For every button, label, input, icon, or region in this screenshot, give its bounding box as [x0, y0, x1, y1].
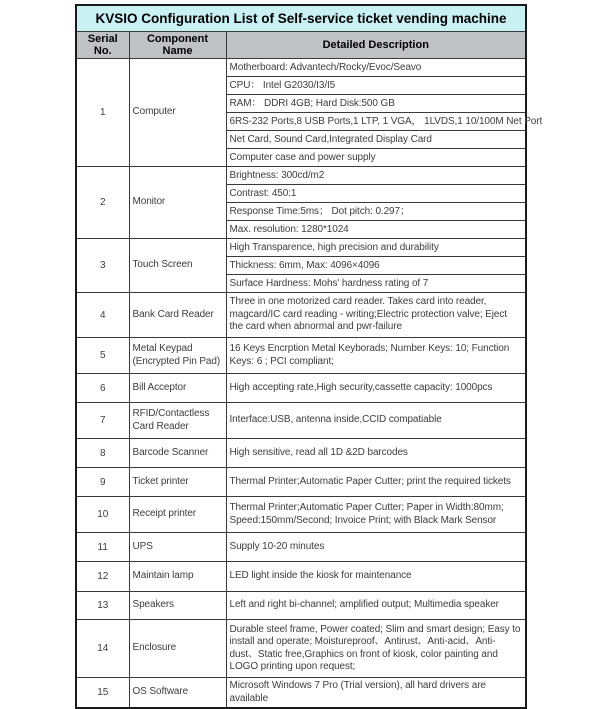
- table-row: [76, 592, 526, 620]
- description-cell: RAM： DDRI 4GB; Hard Disk:500 GB: [226, 95, 526, 113]
- serial-cell: 6: [76, 374, 129, 403]
- description-cell: Supply 10-20 minutes: [226, 533, 526, 562]
- serial-cell: 5: [76, 338, 129, 374]
- component-name-cell: Ticket printer: [129, 468, 226, 497]
- table-body: [76, 59, 543, 709]
- description-cell: Brightness: 300cd/m2: [226, 167, 526, 185]
- title-row: [76, 5, 526, 32]
- table-row: [76, 374, 526, 403]
- serial-cell: 12: [76, 562, 129, 592]
- description-cell: Contrast: 450:1: [226, 185, 526, 203]
- description-cell: Microsoft Windows 7 Pro (Trial version), all hard drivers are available: [226, 678, 526, 709]
- table-row: [76, 293, 526, 338]
- table-row: [76, 59, 526, 77]
- table-row: [76, 167, 526, 185]
- component-name-cell: Metal Keypad (Encrypted Pin Pad): [129, 338, 226, 374]
- table-row: [76, 439, 526, 468]
- col-header-detailed-description: Detailed Description: [226, 32, 526, 59]
- table-row: [76, 403, 526, 439]
- description-cell: Max. resolution: 1280*1024: [226, 221, 526, 239]
- table-row: [76, 338, 526, 374]
- description-cell: Motherboard: Advantech/Rocky/Evoc/Seavo: [226, 59, 526, 77]
- component-name-cell: Bank Card Reader: [129, 293, 226, 338]
- description-cell: High sensitive, read all 1D &2D barcodes: [226, 439, 526, 468]
- serial-cell: 8: [76, 439, 129, 468]
- serial-cell: 1: [76, 59, 129, 167]
- table-row: [76, 533, 526, 562]
- table-row: [76, 468, 526, 497]
- header-row: [76, 32, 526, 59]
- component-name-cell: Bill Acceptor: [129, 374, 226, 403]
- component-name-cell: Monitor: [129, 167, 226, 239]
- serial-cell: 13: [76, 592, 129, 620]
- component-name-cell: Receipt printer: [129, 497, 226, 533]
- description-cell: Net Card, Sound Card,Integrated Display Card: [226, 131, 526, 149]
- component-name-cell: Computer: [129, 59, 226, 167]
- col-header-serial-no: Serial No.: [76, 32, 129, 59]
- configuration-table: [75, 4, 543, 709]
- table-row: [76, 562, 526, 592]
- component-name-cell: UPS: [129, 533, 226, 562]
- description-cell: Interface:USB, antenna inside,CCID compatiable: [226, 403, 526, 439]
- description-cell: CPU： Intel G2030/I3/I5: [226, 77, 526, 95]
- description-cell: 16 Keys Encrption Metal Keyborads; Number Keys: 10; Function Keys: 6 ; PCI compliant;: [226, 338, 526, 374]
- description-cell: LED light inside the kiosk for maintenance: [226, 562, 526, 592]
- table-row: [76, 239, 526, 257]
- serial-cell: 4: [76, 293, 129, 338]
- component-name-cell: Barcode Scanner: [129, 439, 226, 468]
- component-name-cell: RFID/Contactless Card Reader: [129, 403, 226, 439]
- page-title: KVSIO Configuration List of Self-service ticket vending machine: [76, 5, 526, 32]
- table-row: [76, 497, 526, 533]
- component-name-cell: Enclosure: [129, 620, 226, 678]
- component-name-cell: Touch Screen: [129, 239, 226, 293]
- description-cell: Durable steel frame, Power coated; Slim and smart design; Easy to install and operate; Moistureproof、Antirust、Anti-acid、Anti-dust、Static free,Graphics on front of kiosk, color painting and LOGO printing upon request;: [226, 620, 526, 678]
- component-name-cell: Maintain lamp: [129, 562, 226, 592]
- serial-cell: 15: [76, 678, 129, 709]
- component-name-cell: OS Software: [129, 678, 226, 709]
- serial-cell: 14: [76, 620, 129, 678]
- description-cell: High accepting rate,High security,cassette capacity: 1000pcs: [226, 374, 526, 403]
- component-name-cell: Speakers: [129, 592, 226, 620]
- table-row: [76, 620, 526, 678]
- description-cell: Left and right bi-channel; amplified output; Multimedia speaker: [226, 592, 526, 620]
- table-row: [76, 678, 526, 709]
- serial-cell: 11: [76, 533, 129, 562]
- description-cell: Surface Hardness: Mohs' hardness rating of 7: [226, 275, 526, 293]
- description-cell: Three in one motorized card reader. Takes card into reader, magcard/IC card reading - writing;Electric protection valve; Eject the card when abnormal and pwr-failure: [226, 293, 526, 338]
- serial-cell: 3: [76, 239, 129, 293]
- serial-cell: 7: [76, 403, 129, 439]
- col-header-component-name: Component Name: [129, 32, 226, 59]
- serial-cell: 10: [76, 497, 129, 533]
- serial-cell: 9: [76, 468, 129, 497]
- description-cell: Thermal Printer;Automatic Paper Cutter; print the required tickets: [226, 468, 526, 497]
- serial-cell: 2: [76, 167, 129, 239]
- description-cell: Thickness: 6mm, Max: 4096×4096: [226, 257, 526, 275]
- description-cell: 6RS-232 Ports,8 USB Ports,1 LTP, 1 VGA， 1LVDS,1 10/100M Net Port: [226, 113, 526, 131]
- description-cell: Computer case and power supply: [226, 149, 526, 167]
- description-cell: High Transparence, high precision and durability: [226, 239, 526, 257]
- description-cell: Thermal Printer;Automatic Paper Cutter; Paper in Width:80mm; Speed:150mm/Second; Invoice Print; with Black Mark Sensor: [226, 497, 526, 533]
- description-cell: Response Time:5ms； Dot pitch: 0.297；: [226, 203, 526, 221]
